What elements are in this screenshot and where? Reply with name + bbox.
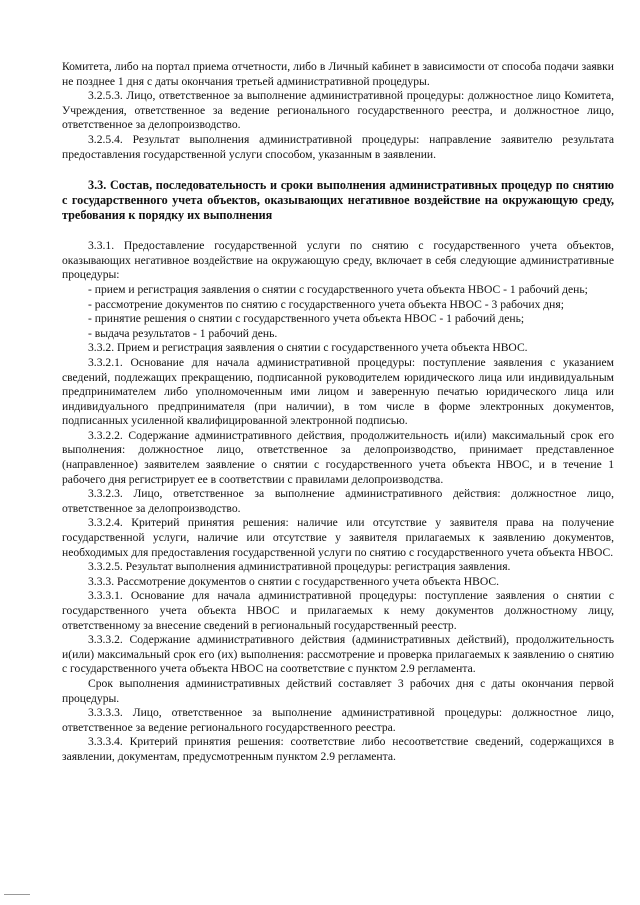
paragraph-continuation: Комитета, либо на портал приема отчетности, либо в Личный кабинет в зависимости от способа подачи заявки не позднее 1 дня с даты окончания третьей административной процедуры. — [62, 60, 614, 88]
paragraph-3-3-1: 3.3.1. Предоставление государственной услуги по снятию с государственного учета объектов, оказывающих негативное воздействие на окружающую среду, включает в себя следующие административные процедуры: — [62, 239, 614, 282]
paragraph-3-3-2-2: 3.3.2.2. Содержание административного действия, продолжительность и(или) максимальный срок его выполнения: должностное лицо, ответственное за делопроизводство, принимает представленное (направленное) заявителем заявление о снятии с государственного учета объекта НВОС, и в течение 1 рабочего дня регистрирует ее в соответствии с правилами делопроизводства. — [62, 428, 614, 486]
paragraph-3-3-3: 3.3.3. Рассмотрение документов о снятии с государственного учета объекта НВОС. — [88, 574, 499, 588]
paragraph-3-2-5-4: 3.2.5.4. Результат выполнения административной процедуры: направление заявителю результата предоставления государственной услуги способом, указанным в заявлении. — [62, 132, 614, 161]
paragraph-3-3-2-4: 3.3.2.4. Критерий принятия решения: наличие или отсутствие у заявителя права на получение государственной услуги, наличие или отсутствие у заявителя прилагаемых к заявлению документов, необходимых для предоставления государственной услуги по снятию с государственного учета объекта НВОС. — [62, 516, 614, 559]
list-item-decision: - принятие решения о снятии с государственного учета объекта НВОС - 1 рабочий день; — [88, 312, 525, 326]
list-item-issue: - выдача результатов - 1 рабочий день. — [88, 326, 278, 340]
paragraph-3-3-3-3: 3.3.3.3. Лицо, ответственное за выполнение административной процедуры: должностное лицо, ответственное за ведение регионального государственного реестра. — [62, 706, 614, 734]
list-item-reception: - прием и регистрация заявления о снятии с государственного учета объекта НВОС - 1 рабочий день; — [88, 282, 588, 296]
paragraph-3-3-2-3: 3.3.2.3. Лицо, ответственное за выполнение административного действия: должностное лицо, ответственное за делопроизводство. — [62, 487, 614, 515]
scan-edge-mark — [4, 894, 30, 895]
paragraph-3-3-2-5: 3.3.2.5. Результат выполнения административной процедуры: регистрация заявления. — [88, 560, 511, 574]
paragraph-3-3-2-1: 3.3.2.1. Основание для начала административной процедуры: поступление заявления с указанием сведений, подлежащих прекращению, подписанной руководителем юридического лица или индивидуальным предпринимателем либо уполномоченным ими лицом и заверенную печатью юридического лица или индивидуального предпринимателя (при наличии), в том числе в форме электронных документов, подписанных усиленной квалифицированной электронной подписью. — [62, 355, 614, 428]
paragraph-3-3-3-1: 3.3.3.1. Основание для начала административной процедуры: поступление заявления о снятии с государственного учета объекта НВОС и прилагаемых к нему документов должностному лицу, ответственному за внесение сведений в региональный государственный реестр. — [62, 589, 614, 632]
paragraph-3-3-3-4: 3.3.3.4. Критерий принятия решения: соответствие либо несоответствие сведений, содержащихся в заявлении, документам, предусмотренным пунктом 2.9 регламента. — [62, 735, 614, 763]
section-heading-3-3: 3.3. Состав, последовательность и сроки выполнения административных процедур по снятию с государственного учета объектов, оказывающих негативное воздействие на окружающую среду, требования к порядку их выполнения — [62, 178, 614, 223]
paragraph-3-3-2: 3.3.2. Прием и регистрация заявления о снятии с государственного учета объекта НВОС. — [88, 341, 528, 355]
paragraph-deadline: Срок выполнения административных действий составляет 3 рабочих дня с даты окончания первой процедуры. — [62, 676, 614, 705]
paragraph-3-2-5-3: 3.2.5.3. Лицо, ответственное за выполнение административной процедуры: должностное лицо Комитета, Учреждения, ответственное за ведение регионального государственного реестра, и должностное лицо, ответственное за делопроизводство. — [62, 89, 614, 132]
list-item-review: - рассмотрение документов по снятию с государственного учета объекта НВОС - 3 рабочих дня; — [88, 297, 564, 311]
paragraph-3-3-3-2: 3.3.3.2. Содержание административного действия (административных действий), продолжительность и(или) максимальный срок его (их) выполнения: рассмотрение и проверка прилагаемых к заявлению о снятию с государственного учета объекта НВОС на соответствие с пунктом 2.9 регламента. — [62, 633, 614, 676]
